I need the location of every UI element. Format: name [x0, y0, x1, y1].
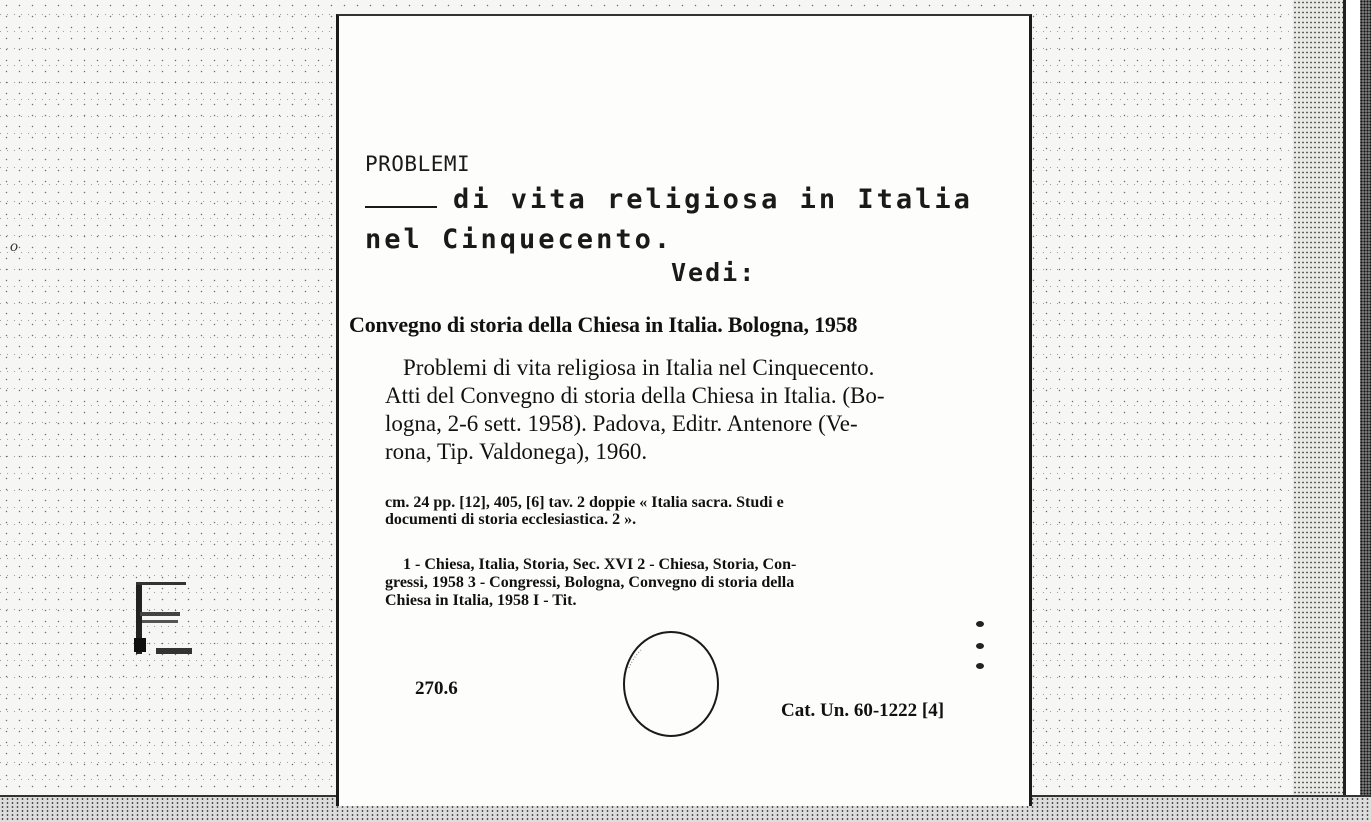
catalog-number: Cat. Un. 60-1222 [4] — [781, 700, 945, 721]
catalog-card — [336, 14, 1032, 806]
typed-title-text: di vita religiosa in Italia — [453, 184, 973, 215]
typed-heading: PROBLEMI — [365, 152, 471, 176]
heading-dash-rule — [365, 206, 437, 208]
collation-note — [385, 494, 1005, 528]
scan-edge-band — [1293, 0, 1343, 820]
call-number: 270.6 — [415, 678, 458, 699]
subject-line: 1 - Chiesa, Italia, Storia, Sec. XVI 2 - Chiesa, Storia, Con- — [403, 556, 797, 573]
clip-mark-graphic — [134, 578, 194, 660]
margin-mark: o — [10, 238, 18, 255]
entry-body — [385, 354, 1003, 466]
typed-see-reference: Vedi: — [671, 258, 757, 287]
collation-line: documenti di storia ecclesiastica. 2 ». — [385, 511, 637, 528]
scan-right-edge — [1343, 0, 1371, 820]
circle-stamp — [619, 628, 723, 740]
body-line: rona, Tip. Valdonega), 1960. — [385, 439, 648, 464]
typed-title-line-2: nel Cinquecento. — [365, 224, 674, 255]
subject-tracings — [385, 556, 1005, 610]
main-entry-heading: Convegno di storia della Chiesa in Italia. Bologna, 1958 — [349, 312, 858, 337]
subject-line: gressi, 1958 3 - Congressi, Bologna, Convegno di storia della — [385, 574, 795, 591]
subject-line: Chiesa in Italia, 1958 I - Tit. — [385, 592, 577, 609]
body-line: logna, 2-6 sett. 1958). Padova, Editr. Antenore (Ve- — [385, 411, 858, 436]
body-line: Atti del Convegno di storia della Chiesa in Italia. (Bo- — [385, 383, 885, 408]
typed-title-line — [365, 184, 973, 215]
body-line: Problemi di vita religiosa in Italia nel Cinquecento. — [403, 355, 875, 380]
collation-line: cm. 24 pp. [12], 405, [6] tav. 2 doppie « Italia sacra. Studi e — [385, 494, 784, 511]
side-punch-marks — [973, 616, 987, 688]
